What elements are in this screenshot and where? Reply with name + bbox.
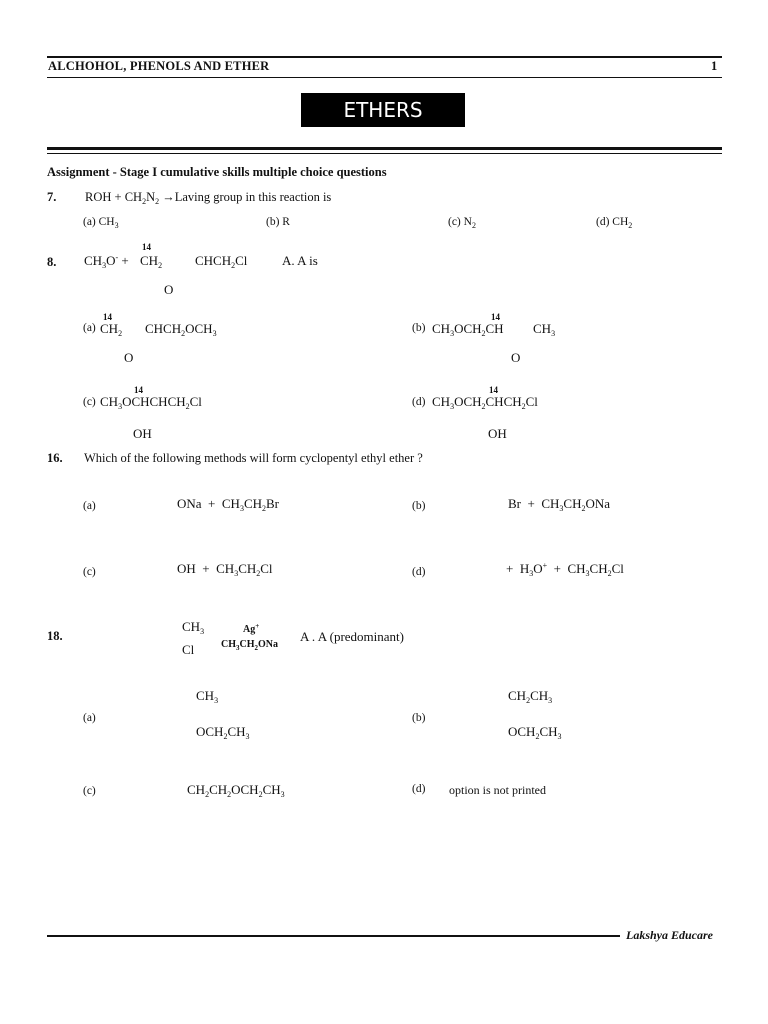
q18b-ethoxy: $OCH_2CH_3$: [508, 724, 562, 741]
q8-option-b-label: (b): [412, 322, 426, 334]
q8-product-text: A. A is: [282, 253, 318, 268]
q18-number: 18.: [47, 629, 63, 643]
q16-option-c-reagents: OH + $CH_3CH_2Cl$: [177, 561, 273, 578]
q16-text: Which of the following methods will form cyclopentyl ethyl ether ?: [84, 451, 423, 465]
q18-option-a-label: (a): [83, 712, 96, 724]
q8-number: 8.: [47, 255, 57, 269]
q16-option-b-reagents: $Br + CH_3CH_2ONa$: [508, 496, 611, 513]
q8d-isotope: 14: [489, 385, 498, 395]
q8a-chain: $CHCH_2OCH_3$: [145, 321, 217, 338]
q18a-ethoxy: $OCH_2CH_3$: [196, 724, 250, 741]
q18-option-c-label: (c): [83, 785, 96, 797]
q16-option-b-label: (b): [412, 500, 426, 512]
q8a-isotope: 14: [103, 312, 112, 322]
q8b-oxygen: O: [511, 350, 521, 365]
q7-text: Laving group in this reaction is: [174, 190, 332, 204]
q16-option-c-label: (c): [83, 566, 96, 578]
q8-option-c-label: (c): [83, 396, 96, 408]
chapter-title: ALCHOHOL, PHENOLS AND ETHER: [48, 59, 270, 73]
q7-option-d: (d) $CH_2$: [596, 216, 633, 230]
q18-option-d-label: (d): [412, 783, 426, 795]
q18-option-b-label: (b): [412, 712, 426, 724]
title-rule-thin: [47, 153, 722, 154]
q16-option-d-label: (d): [412, 566, 426, 578]
q16-option-d-reagents: + $H_3O^+ + CH_3CH_2Cl$: [506, 561, 624, 578]
q8a-ch2: $CH_2$: [100, 321, 123, 338]
footer-rule: [47, 935, 620, 937]
header-bottom-rule: [47, 77, 722, 78]
q7-option-c: (c) $N_2$: [448, 216, 476, 230]
q8-epoxide-oxygen: O: [164, 282, 174, 297]
q8-isotope-label: 14: [142, 242, 151, 252]
q18c-chain: $CH_2CH_2OCH_2CH_3$: [187, 782, 285, 799]
title-rule-thick: [47, 147, 722, 150]
q7-stem: ROH + $CH_2N_2$ →Laving group in this reaction is: [85, 190, 332, 206]
q8d-hydroxyl: OH: [488, 426, 507, 441]
assignment-heading: Assignment - Stage I cumulative skills multiple choice questions: [47, 165, 387, 179]
q18-reactant-cl: Cl: [182, 642, 195, 657]
q8d-formula: $CH_3OCH_2CHCH_2Cl$: [432, 394, 538, 411]
q8c-hydroxyl: OH: [133, 426, 152, 441]
q16-option-a-label: (a): [83, 500, 96, 512]
q7-reactant: ROH + CH: [85, 190, 143, 204]
q18b-ethyl: $CH_2CH_3$: [508, 688, 553, 705]
q8-epoxide-ch2: $CH_2$: [140, 253, 163, 270]
q8-option-a-label: (a): [83, 322, 96, 334]
q8b-chain: $CH_3OCH_2CH$: [432, 321, 504, 338]
q8b-ch3: $CH_3$: [533, 321, 556, 338]
q8c-isotope: 14: [134, 385, 143, 395]
q8-option-d-label: (d): [412, 396, 426, 408]
q7-option-b: (b) R: [266, 216, 290, 228]
q8-reagent: $CH_3O^-$ +: [84, 253, 129, 270]
q16-number: 16.: [47, 451, 63, 465]
q18-product-text: A . A (predominant): [300, 629, 404, 644]
q8a-oxygen: O: [124, 350, 134, 365]
q18-reactant-ch3: $CH_3$: [182, 619, 205, 636]
q18-reagent-below: $CH_3CH_2ONa$: [221, 639, 278, 652]
section-title: ETHERS: [343, 98, 423, 122]
q8c-formula: $CH_3OCHCHCH_2Cl$: [100, 394, 202, 411]
reaction-arrow-icon: →: [162, 190, 175, 204]
q18-option-d-text: option is not printed: [449, 783, 546, 797]
q16-option-a-reagents: ONa + $CH_3CH_2Br$: [177, 496, 280, 513]
section-title-box: [301, 93, 465, 127]
q18a-ch3: $CH_3$: [196, 688, 219, 705]
q8b-isotope: 14: [491, 312, 500, 322]
q7-option-a: (a) $CH_3$: [83, 216, 119, 230]
header-top-rule: [47, 56, 722, 58]
q8-epoxide-chch2cl: $CHCH_2Cl$: [195, 253, 248, 270]
q18-reagent-above: Ag+: [243, 622, 260, 635]
page-number: 1: [711, 59, 718, 73]
footer-brand: Lakshya Educare: [626, 928, 713, 942]
q7-number: 7.: [47, 190, 57, 204]
